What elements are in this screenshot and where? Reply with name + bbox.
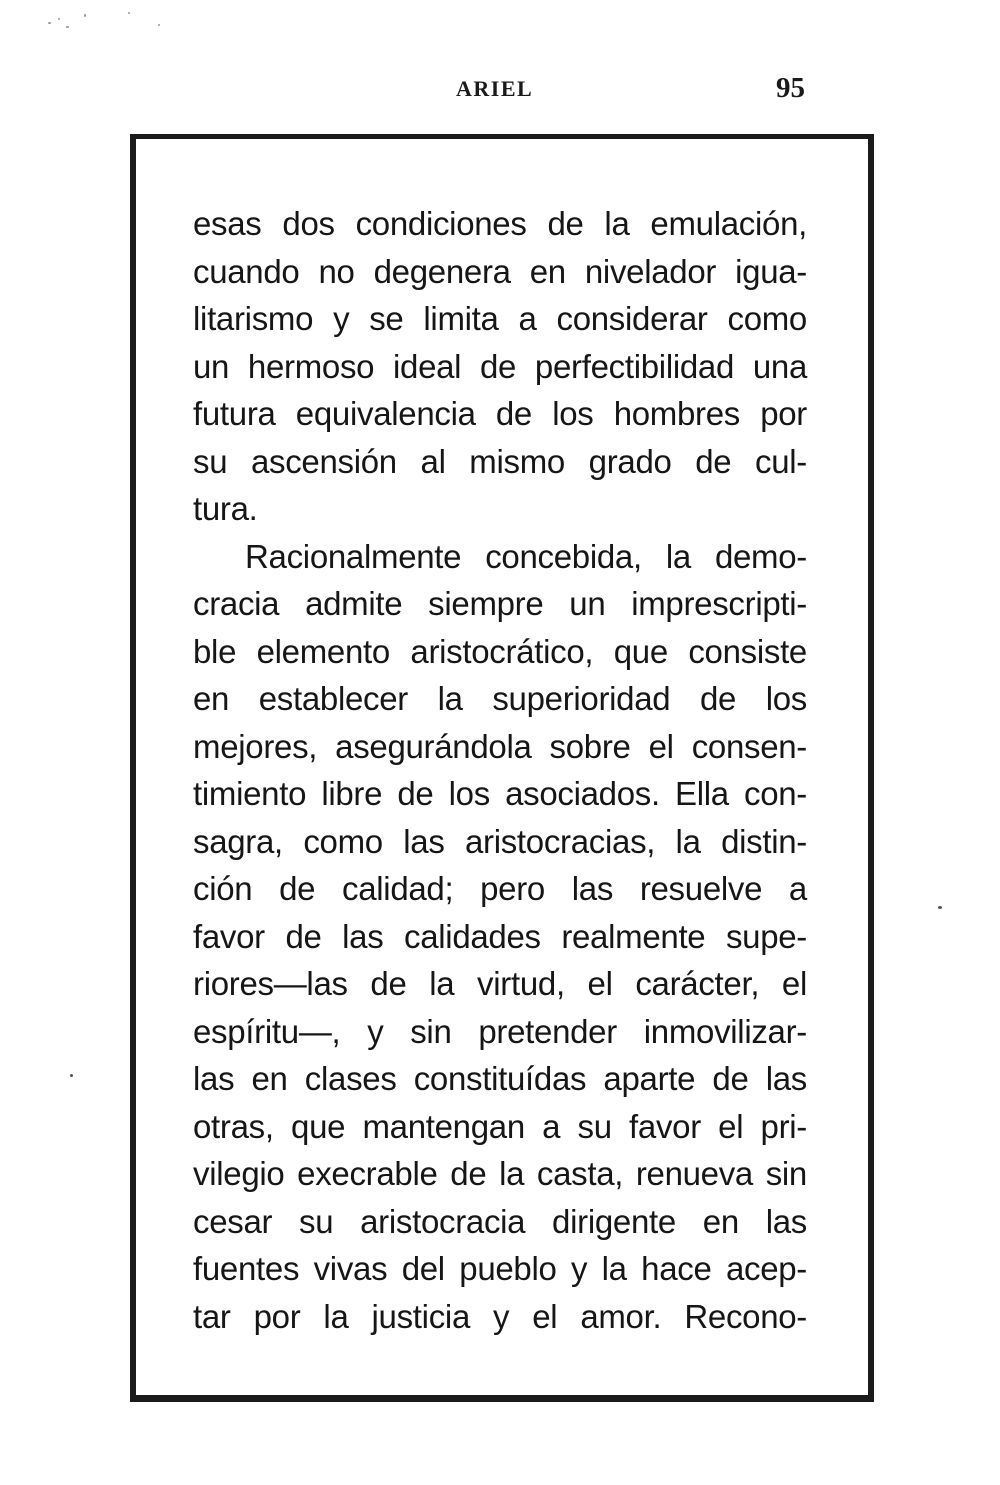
text-line: Racionalmente concebida, la demo- xyxy=(245,537,807,575)
text-line: tura. xyxy=(193,490,258,527)
text-line: fuentes vivas del pueblo y la hace acep- xyxy=(193,1250,807,1287)
text-line: vilegio execrable de la casta, renueva sin xyxy=(193,1155,807,1192)
text-line: esas dos condiciones de la emulación, xyxy=(193,205,807,242)
scan-speck xyxy=(84,14,86,17)
text-line: su ascensión al mismo grado de cul- xyxy=(193,442,807,480)
text-line: espíritu—, y sin pretender inmovilizar- xyxy=(193,1012,807,1050)
text-line: mejores, asegurándola sobre el consen- xyxy=(193,727,807,765)
scan-speck xyxy=(128,12,130,14)
text-line: en establecer la superioridad de los xyxy=(193,680,807,717)
scan-speck xyxy=(70,1074,73,1077)
text-line: tar por la justicia y el amor. Recono- xyxy=(193,1297,807,1335)
text-line: cuando no degenera en nivelador igua- xyxy=(193,252,807,290)
text-line: un hermoso ideal de perfectibilidad una xyxy=(193,347,807,385)
text-line: favor de las calidades realmente supe- xyxy=(193,917,807,955)
scan-speck xyxy=(66,26,69,28)
text-line: sagra, como las aristocracias, la distin- xyxy=(193,822,807,860)
scan-speck xyxy=(58,18,60,20)
text-line: las en clases constituídas aparte de las xyxy=(193,1060,807,1097)
text-line: otras, que mantengan a su favor el pri- xyxy=(193,1107,807,1145)
text-line: ción de calidad; pero las resuelve a xyxy=(193,870,807,907)
text-line: litarismo y se limita a considerar como xyxy=(193,300,807,337)
body-text xyxy=(193,200,807,1340)
text-line: timiento libre de los asociados. Ella con- xyxy=(193,775,807,812)
text-line: cracia admite siempre un imprescripti- xyxy=(193,585,807,622)
running-title: ARIEL xyxy=(456,76,534,101)
scan-speck xyxy=(48,22,51,24)
text-line: ble elemento aristocrático, que consiste xyxy=(193,632,807,670)
text-line: futura equivalencia de los hombres por xyxy=(193,395,807,432)
scan-speck xyxy=(938,906,942,909)
text-line: cesar su aristocracia dirigente en las xyxy=(193,1202,807,1240)
page-number: 95 xyxy=(776,72,805,104)
scan-speck xyxy=(158,24,160,26)
text-line: riores—las de la virtud, el carácter, el xyxy=(193,965,807,1002)
